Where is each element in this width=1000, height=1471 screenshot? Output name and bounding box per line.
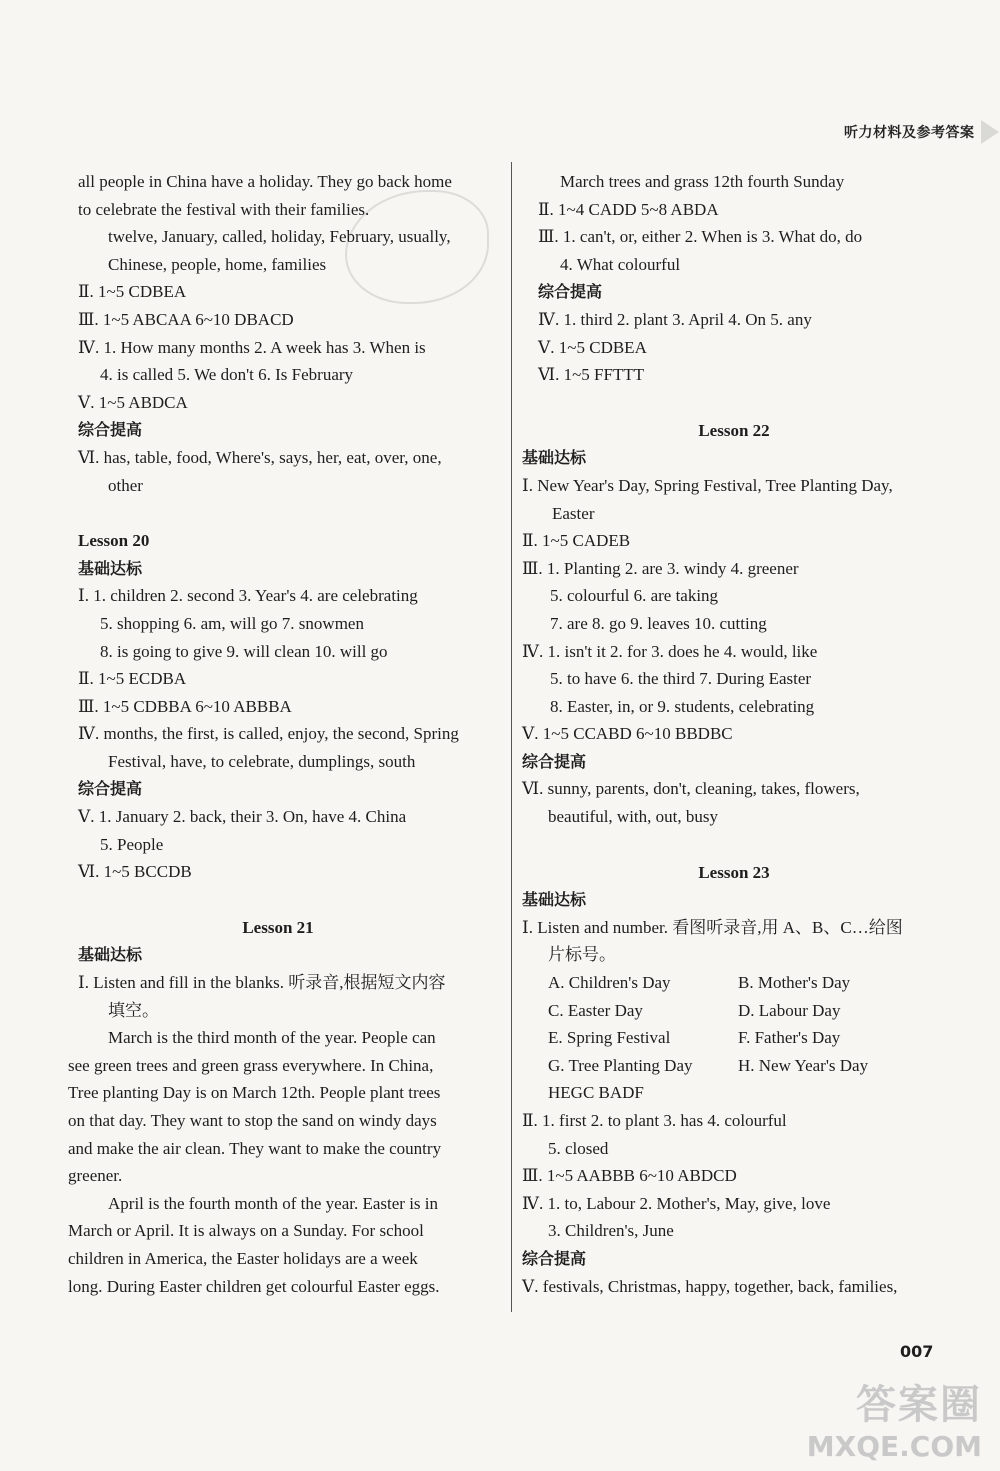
answer-line: HEGC BADF	[548, 1083, 644, 1103]
answer-line: 3. Children's, June	[548, 1221, 674, 1241]
answer-line: other	[108, 475, 143, 495]
passage-line: greener.	[68, 1166, 123, 1186]
option-item: B. Mother's Day	[738, 973, 851, 993]
answer-line: Ⅴ. 1~5 CCABD 6~10 BBDBC	[522, 724, 733, 744]
lesson-title: Lesson 23	[698, 862, 770, 882]
answer-line: 4. is called 5. We don't 6. Is February	[100, 365, 354, 385]
option-item: G. Tree Planting Day	[548, 1055, 693, 1075]
answer-line: Ⅳ. 1. third 2. plant 3. April 4. On 5. any	[538, 309, 812, 329]
passage-line: children in America, the Easter holidays are a week	[68, 1248, 418, 1268]
option-row	[522, 1024, 946, 1052]
section-heading: 综合提高	[538, 282, 603, 302]
answer-line: 片标号。	[548, 945, 616, 965]
answer-line: Ⅲ. 1~5 ABCAA 6~10 DBACD	[78, 309, 294, 329]
option-row	[522, 969, 946, 997]
passage-line: April is the fourth month of the year. Easter is in	[108, 1193, 439, 1213]
answer-line: Ⅵ. 1~5 FFTTT	[538, 365, 645, 385]
right-column	[522, 168, 946, 1300]
answer-line: Ⅱ. 1~5 CDBEA	[78, 282, 187, 302]
section-heading: 综合提高	[78, 420, 143, 440]
section-heading: 综合提高	[78, 779, 143, 799]
answer-line: Ⅲ. 1~5 AABBB 6~10 ABDCD	[522, 1166, 737, 1186]
answer-line: Ⅵ. sunny, parents, don't, cleaning, takes, flowers,	[522, 779, 860, 799]
passage-line: long. During Easter children get colourful Easter eggs.	[68, 1276, 440, 1296]
passage-line: March or April. It is always on a Sunday. For school	[68, 1221, 424, 1241]
header-arrow-icon	[981, 120, 999, 144]
section-heading: 基础达标	[522, 448, 587, 468]
text-line: all people in China have a holiday. They go back home	[78, 172, 452, 191]
answer-line: Ⅱ. 1. first 2. to plant 3. has 4. colourful	[522, 1111, 787, 1130]
answer-line: Ⅳ. 1. to, Labour 2. Mother's, May, give, love	[522, 1193, 831, 1213]
answer-line: Ⅰ. Listen and fill in the blanks. 听录音,根据短文内容	[78, 973, 446, 993]
answer-line: 5. to have 6. the third 7. During Easter	[550, 669, 812, 689]
answer-line: Ⅴ. 1. January 2. back, their 3. On, have 4. China	[78, 807, 407, 827]
passage-line: see green trees and green grass everywhere. In China,	[68, 1055, 434, 1075]
page-number: 007	[900, 1342, 934, 1361]
passage-line: and make the air clean. They want to make the country	[68, 1138, 442, 1158]
answer-line: 8. is going to give 9. will clean 10. will go	[100, 641, 388, 661]
answer-line: Ⅳ. months, the first, is called, enjoy, the second, Spring	[78, 724, 459, 744]
lesson-title: Lesson 22	[698, 420, 770, 440]
watermark-logo	[807, 1373, 982, 1463]
option-item: D. Labour Day	[738, 1000, 841, 1020]
section-heading: 综合提高	[522, 1248, 587, 1268]
watermark-text: 答案圈	[856, 1382, 982, 1428]
option-row	[522, 1052, 946, 1080]
option-item: H. New Year's Day	[738, 1055, 869, 1075]
answer-line: Easter	[552, 503, 595, 523]
answer-line: Ⅵ. 1~5 BCCDB	[78, 862, 192, 882]
answer-line: Ⅱ. 1~4 CADD 5~8 ABDA	[538, 199, 719, 219]
answer-line: Ⅳ. 1. isn't it 2. for 3. does he 4. would, like	[522, 641, 818, 661]
option-item: F. Father's Day	[738, 1028, 841, 1048]
option-item: E. Spring Festival	[548, 1028, 671, 1048]
answer-line: Ⅱ. 1~5 CADEB	[522, 531, 631, 551]
option-item: A. Children's Day	[548, 973, 671, 993]
answer-line: 8. Easter, in, or 9. students, celebrating	[550, 696, 815, 716]
section-heading: 综合提高	[522, 751, 587, 771]
answer-line: Festival, have, to celebrate, dumplings, south	[108, 751, 416, 771]
answer-line: beautiful, with, out, busy	[548, 807, 718, 827]
answer-line: Ⅰ. Listen and number. 看图听录音,用 A、B、C…给图	[522, 917, 903, 937]
answer-line: Ⅴ. 1~5 ABDCA	[78, 392, 188, 412]
answer-line: 4. What colourful	[560, 254, 681, 274]
answer-line: March trees and grass 12th fourth Sunday	[560, 172, 845, 191]
answer-line: Ⅰ. New Year's Day, Spring Festival, Tree Planting Day,	[522, 475, 893, 495]
answer-line: Ⅰ. 1. children 2. second 3. Year's 4. are celebrating	[78, 586, 418, 606]
section-heading: 基础达标	[78, 558, 143, 578]
answer-line: Ⅱ. 1~5 ECDBA	[78, 669, 187, 689]
option-item: C. Easter Day	[548, 1000, 643, 1020]
watermark-url: MXQE.COM	[806, 1430, 982, 1463]
passage-line: March is the third month of the year. People can	[108, 1028, 436, 1048]
answer-line: 7. are 8. go 9. leaves 10. cutting	[550, 613, 767, 633]
answer-line: 填空。	[108, 1000, 159, 1020]
header-title: 听力材料及参考答案	[844, 125, 975, 141]
answer-line: twelve, January, called, holiday, February, usually,	[108, 227, 451, 247]
answer-line: 5. shopping 6. am, will go 7. snowmen	[100, 613, 364, 633]
text-line: to celebrate the festival with their families.	[78, 199, 370, 219]
answer-line: Ⅲ. 1~5 CDBBA 6~10 ABBBA	[78, 696, 292, 716]
answer-line: Ⅲ. 1. Planting 2. are 3. windy 4. greener	[522, 558, 799, 578]
passage-line: on that day. They want to stop the sand on windy days	[68, 1111, 437, 1130]
page-header	[844, 116, 999, 148]
answer-line: Ⅵ. has, table, food, Where's, says, her, eat, over, one,	[78, 447, 442, 467]
answer-line: Ⅳ. 1. How many months 2. A week has 3. When is	[78, 337, 426, 357]
answer-line: Chinese, people, home, families	[108, 254, 327, 274]
answer-line: 5. closed	[548, 1138, 609, 1158]
answer-line: Ⅲ. 1. can't, or, either 2. When is 3. What do, do	[538, 227, 863, 247]
answer-line: 5. colourful 6. are taking	[550, 586, 719, 606]
column-divider	[511, 162, 512, 1312]
answer-line: Ⅴ. 1~5 CDBEA	[538, 337, 647, 357]
answer-line: Ⅴ. festivals, Christmas, happy, together, back, families,	[522, 1276, 898, 1296]
lesson-title: Lesson 20	[78, 531, 150, 551]
option-row	[522, 997, 946, 1025]
section-heading: 基础达标	[522, 890, 587, 910]
section-heading: 基础达标	[78, 945, 143, 965]
passage-line: Tree planting Day is on March 12th. People plant trees	[68, 1083, 441, 1103]
answer-line: 5. People	[100, 834, 164, 854]
left-column	[62, 168, 494, 1300]
lesson-title: Lesson 21	[242, 917, 314, 937]
